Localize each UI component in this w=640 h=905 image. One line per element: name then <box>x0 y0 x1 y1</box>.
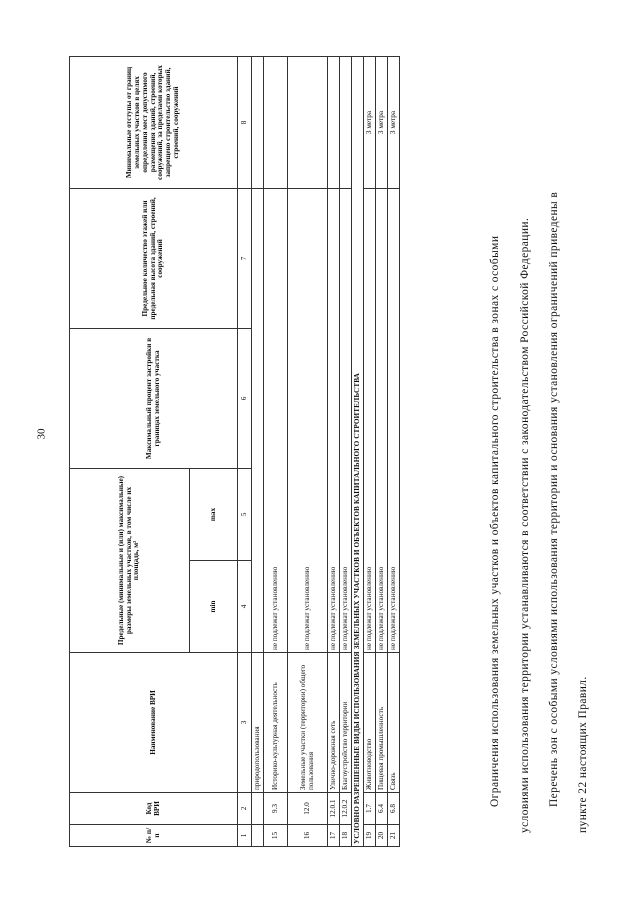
paragraph-line: пункте 22 настоящих Правил. <box>577 676 589 833</box>
header-floors: Предельное количество этажей или предельная высота зданий, строений, сооружений <box>70 188 238 328</box>
zoning-table <box>69 56 400 847</box>
header-percent: Максимальный процент застройки в границах земельного участка <box>70 328 238 468</box>
section-row <box>352 56 364 846</box>
section-title: УСЛОВНО РАЗРЕШЕННЫЕ ВИДЫ ИСПОЛЬЗОВАНИЯ ЗЕМЕЛЬНЫХ УЧАСТКОВ И ОБЪЕКТОВ КАПИТАЛЬНОГО СТРОИТЕЛЬСТВА <box>352 56 364 846</box>
rotated-page-content <box>0 15 640 905</box>
header-min: min <box>190 561 238 653</box>
paragraph-line: Ограничения использования земельных участков и объектов капитального строительства в зонах с особыми <box>489 235 501 807</box>
header-code: Код ВРИ <box>70 793 238 825</box>
header-max: max <box>190 468 238 560</box>
col-number: 4 <box>238 561 252 653</box>
col-number: 3 <box>238 653 252 793</box>
header-setback: Минимальные отступы от границ земельных участков в целях определения мест допустимого размещения зданий, строений, сооружений, за пределами которых запрещено строительство зданий, строений, сооружений <box>70 56 238 188</box>
table-row: 21 6.8 Связь не подлежат установлению 3 метра <box>388 56 400 846</box>
paragraph-line: Перечень зон с особыми условиями использования территории и основания установления ограничений приведены в <box>548 191 560 807</box>
col-number: 1 <box>238 825 252 847</box>
col-number: 6 <box>238 328 252 468</box>
page-number: 30 <box>35 428 48 440</box>
table-row: 20 6.4 Пищевая промышленность не подлежат установлению 3 метра <box>376 56 388 846</box>
table-row: 15 9.3 Историко-культурная деятельность не подлежат установлению <box>264 56 288 846</box>
table-row: 16 12.0 Земельные участки (территории) общего пользования не подлежат установлению <box>288 56 328 846</box>
col-number: 7 <box>238 188 252 328</box>
header-sizes: Предельные (минимальные и (или) максимальные) размеры земельных участков, в том числе их площадь, м² <box>70 468 190 652</box>
col-number: 2 <box>238 793 252 825</box>
table-row: природопользования <box>252 56 264 846</box>
paragraph-line: условиями использования территории устанавливаются в соответствии с законодательством Российской Федерации. <box>519 217 531 833</box>
table-row: 19 1.7 Животноводство не подлежат установлению 3 метра <box>364 56 376 846</box>
header-no: № п/п <box>70 825 238 847</box>
header-row <box>70 56 190 846</box>
column-number-row <box>238 56 252 846</box>
col-number: 8 <box>238 56 252 188</box>
col-number: 5 <box>238 468 252 560</box>
table-row: 17 12.0.1 Улично-дорожная сеть не подлежат установлению <box>328 56 340 846</box>
header-name: Наименование ВРИ <box>70 653 238 793</box>
table-row: 18 12.0.2 Благоустройство территории не подлежат установлению <box>340 56 352 846</box>
